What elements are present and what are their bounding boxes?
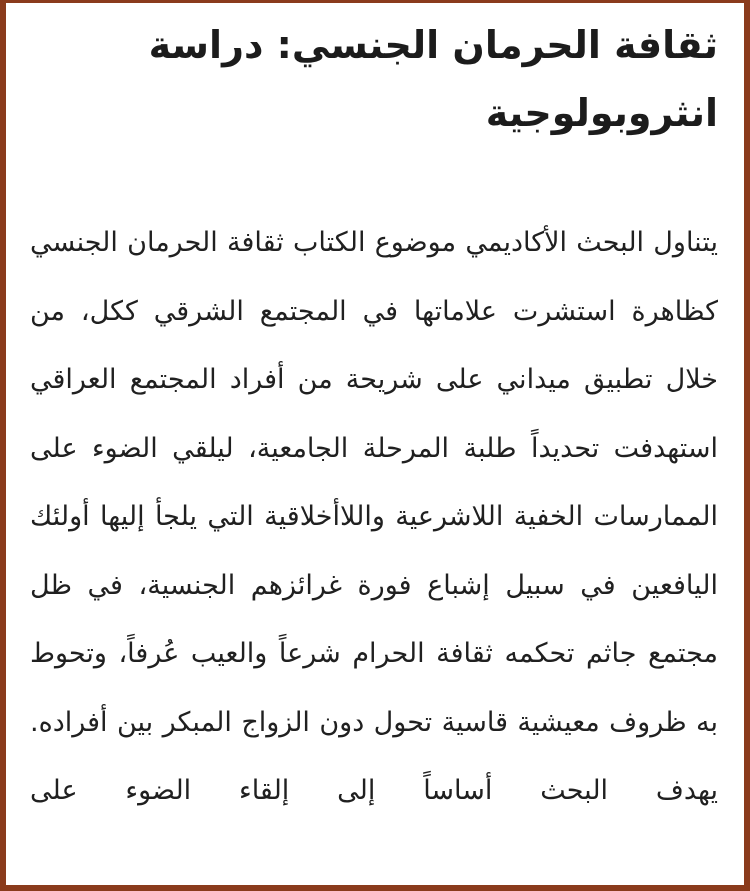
article-body: يتناول البحث الأكاديمي موضوع الكتاب ثقافة الحرمان الجنسي كظاهرة استشرت علاماتها في المجتمع الشرقي ككل، من خلال تطبيق ميداني على شريحة من أفراد المجتمع العراقي استهدفت تحديداً طلبة المرحلة الجامعية، ليلقي الضوء على الممارسات الخفية اللاشرعية واللاأخلاقية التي يلجأ إليها أولئك اليافعين في سبيل إشباع فورة غرائزهم الجنسية، في ظل مجتمع جاثم تحكمه ثقافة الحرام شرعاً والعيب عُرفاً، وتحوط به ظروف معيشية قاسية تحول دون الزواج المبكر بين أفراده. يهدف البحث أساساً إلى إلقاء الضوء على: [30, 227, 718, 806]
article-content: [30, 3, 718, 826]
article-title: ثقافة الحرمان الجنسي: دراسة انثروبولوجية: [148, 23, 718, 135]
